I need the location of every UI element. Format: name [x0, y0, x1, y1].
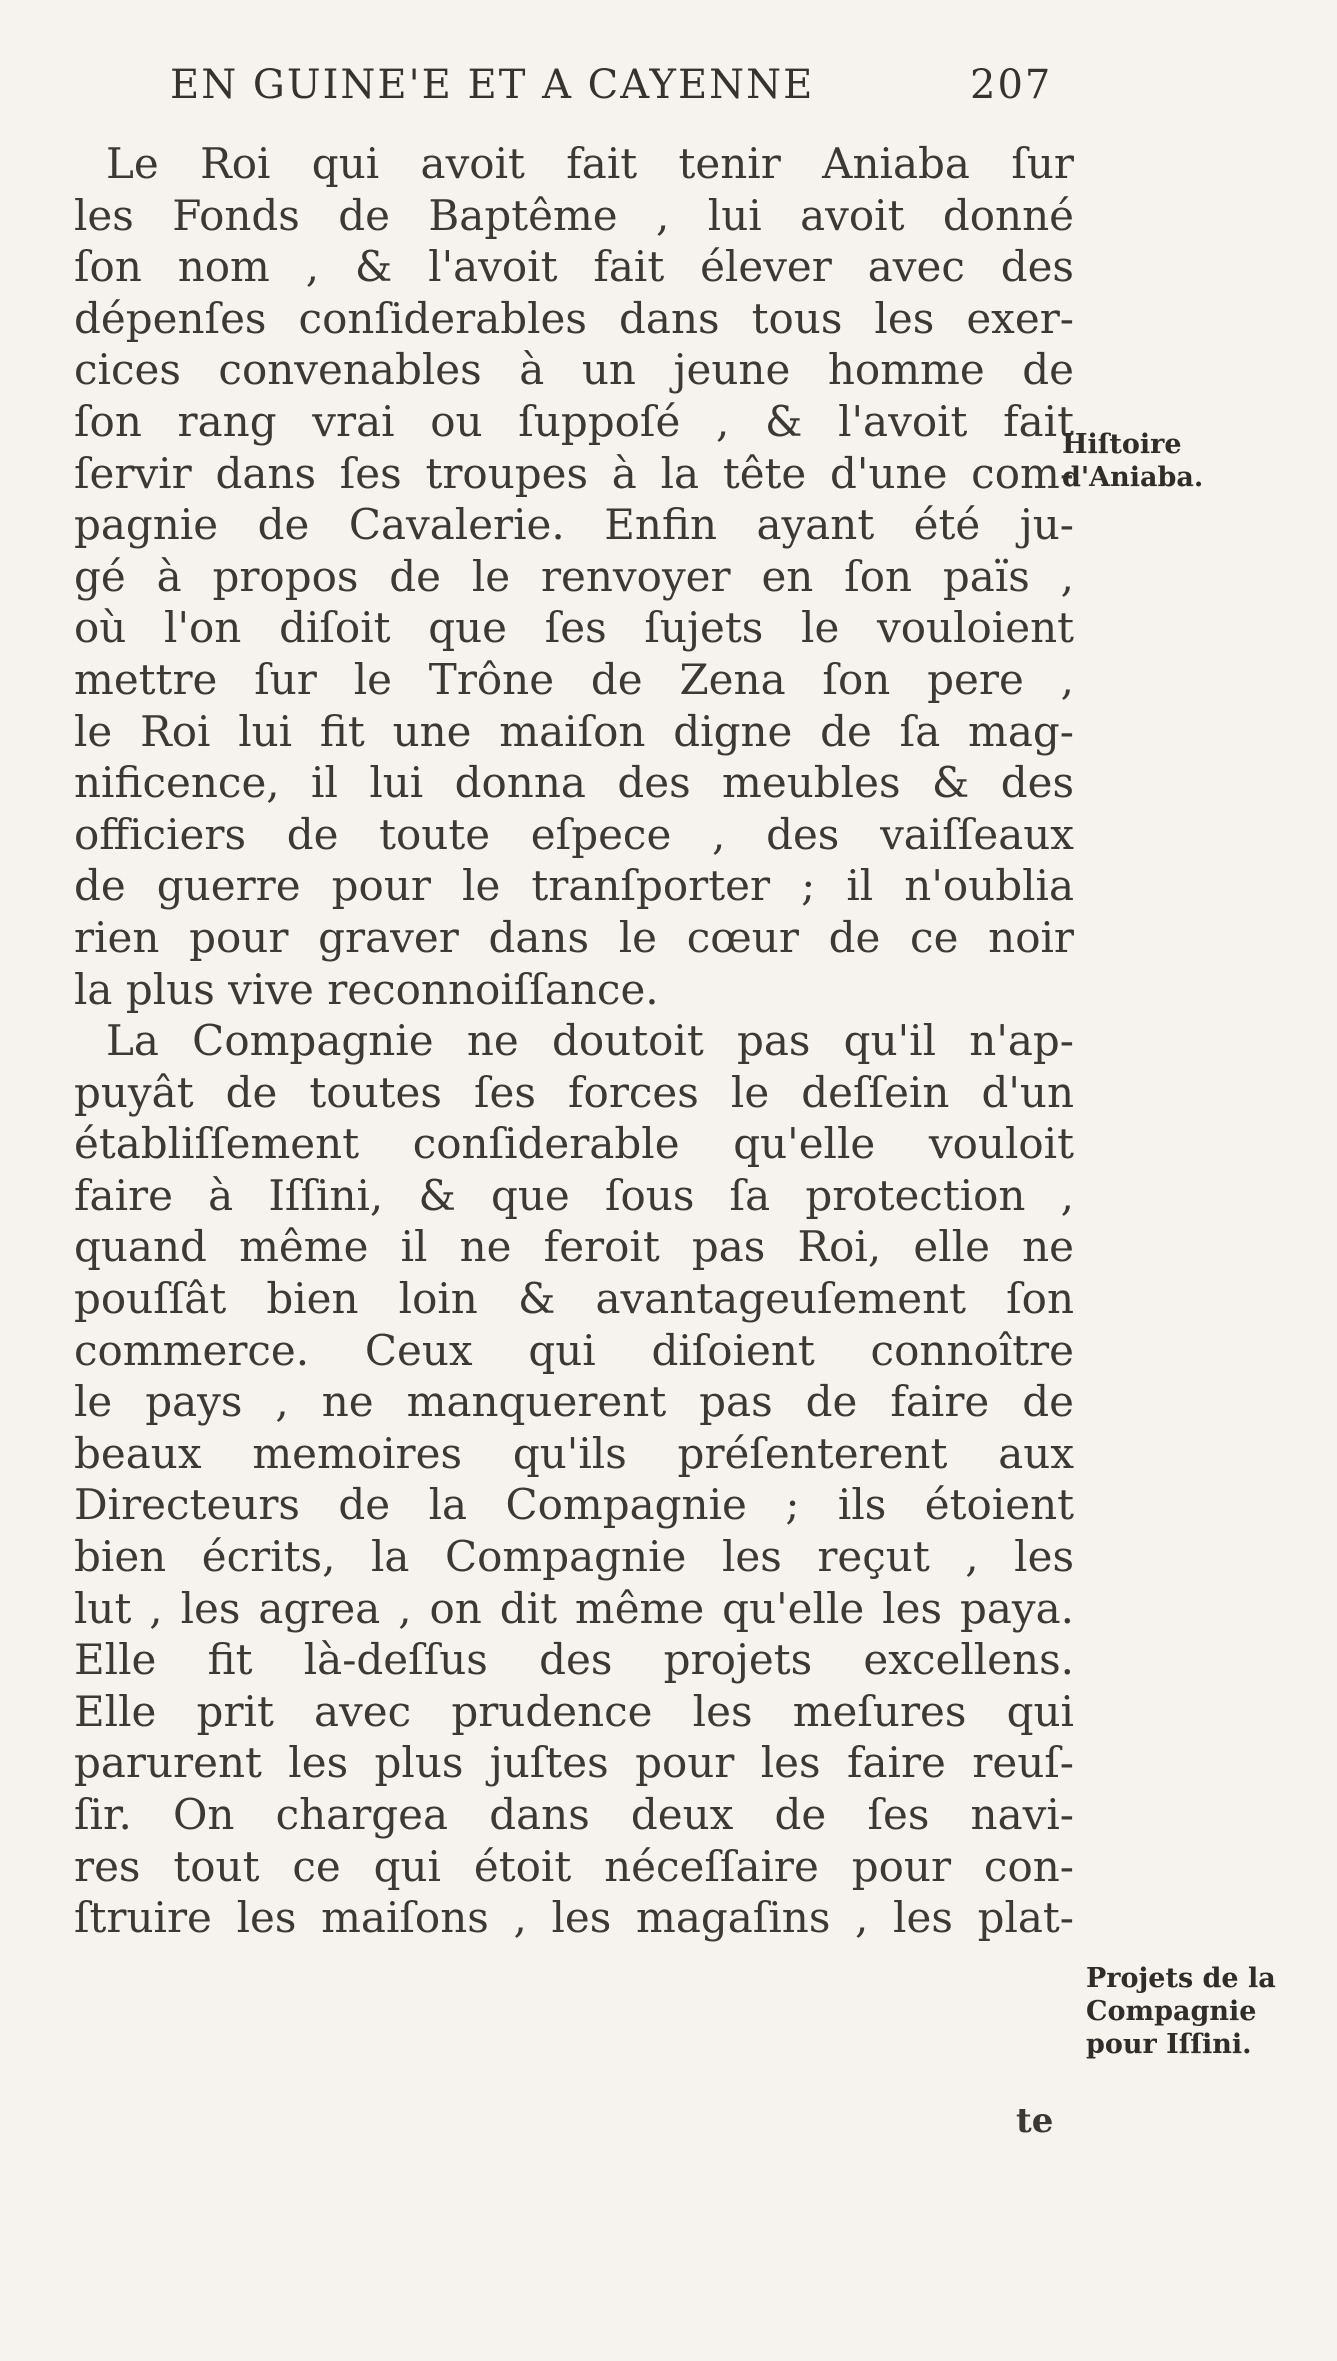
text-line: gé à propos de le renvoyer en ſon païs ,: [74, 551, 1074, 601]
margin-note-line: Hiſtoire: [1062, 429, 1182, 460]
margin-note-line: Projets de la: [1086, 1963, 1276, 1994]
text-line: ſir. On chargea dans deux de ſes navi-: [74, 1790, 1074, 1839]
text-line: Elle prit avec prudence les meſures qui: [74, 1686, 1074, 1736]
text-line: res tout ce qui étoit néceſſaire pour con-: [74, 1841, 1074, 1891]
margin-note-line: pour Iſſini.: [1086, 2029, 1252, 2060]
text-line: dépenſes conſiderables dans tous les exer-: [74, 293, 1074, 343]
running-header: [170, 62, 1070, 108]
margin-note-projets: [1086, 1962, 1276, 2061]
catchword: te: [1016, 2101, 1054, 2141]
text-line: officiers de toute eſpece , des vaiſſeaux: [74, 809, 1074, 859]
text-line: le Roi lui fit une maiſon digne de ſa mag-: [74, 706, 1074, 756]
margin-note-line: Compagnie: [1086, 1996, 1257, 2027]
text-line: quand même il ne feroit pas Roi, elle ne: [74, 1222, 1074, 1272]
text-line: faire à Iſſini, & que ſous ſa protection ,: [74, 1170, 1074, 1220]
text-line: ſon nom , & l'avoit fait élever avec des: [74, 242, 1074, 292]
text-line: pouſſât bien loin & avantageuſement ſon: [74, 1274, 1074, 1324]
text-line: où l'on diſoit que ſes ſujets le vouloient: [74, 603, 1074, 653]
running-title: EN GUINE'E ET A CAYENNE: [170, 62, 815, 108]
text-line: commerce. Ceux qui diſoient connoître: [74, 1325, 1074, 1375]
text-line: la plus vive reconnoiſſance.: [74, 964, 659, 1014]
text-line: Le Roi qui avoit fait tenir Aniaba ſur: [106, 139, 1074, 188]
text-line: rien pour graver dans le cœur de ce noir: [74, 912, 1074, 962]
page-number: 207: [970, 62, 1053, 108]
margin-note-line: d'Aniaba.: [1062, 462, 1204, 493]
text-line: ſervir dans ſes troupes à la tête d'une com-: [74, 448, 1074, 498]
text-line: les Fonds de Baptême , lui avoit donné: [74, 190, 1074, 240]
text-line: pagnie de Cavalerie. Enfin ayant été ju-: [74, 500, 1074, 550]
text-line: établiſſement conſiderable qu'elle vouloit: [74, 1119, 1074, 1169]
text-line: de guerre pour le tranſporter ; il n'oublia: [74, 861, 1074, 911]
text-line: Directeurs de la Compagnie ; ils étoient: [74, 1480, 1074, 1530]
text-line: ſtruire les maiſons , les magaſins , les plat-: [74, 1893, 1074, 1943]
margin-note-histoire: [1062, 428, 1203, 494]
text-line: cices convenables à un jeune homme de: [74, 345, 1074, 395]
text-line: nificence, il lui donna des meubles & des: [74, 758, 1074, 808]
text-line: le pays , ne manquerent pas de faire de: [74, 1377, 1074, 1427]
text-line: parurent les plus juſtes pour les faire reuſ-: [74, 1738, 1074, 1788]
body-text: [74, 138, 1074, 1944]
text-line: ſon rang vrai ou ſuppoſé , & l'avoit fait: [74, 396, 1074, 446]
text-line: beaux memoires qu'ils préſenterent aux: [74, 1428, 1074, 1478]
text-line: lut , les agrea , on dit même qu'elle les paya.: [74, 1583, 1074, 1633]
text-line: mettre ſur le Trône de Zena ſon pere ,: [74, 654, 1074, 704]
text-line: puyât de toutes ſes forces le deſſein d'un: [74, 1067, 1074, 1117]
text-line: bien écrits, la Compagnie les reçut , les: [74, 1532, 1074, 1582]
text-line: La Compagnie ne doutoit pas qu'il n'ap-: [106, 1016, 1074, 1066]
text-line: Elle fit là-deſſus des projets excellens.: [74, 1635, 1074, 1685]
